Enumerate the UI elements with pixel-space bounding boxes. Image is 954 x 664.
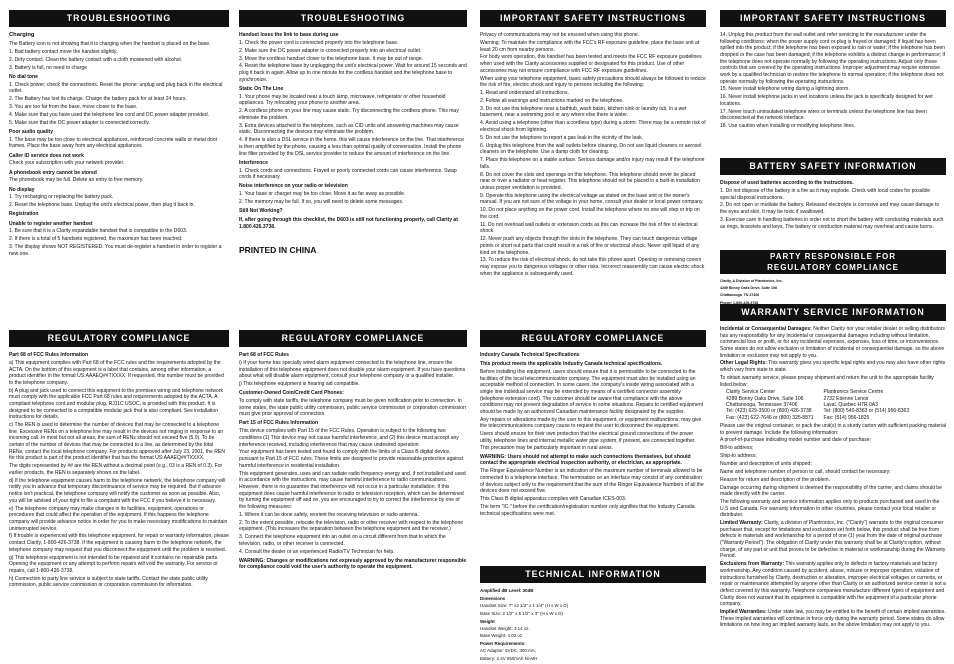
safety-instructions-column-1	[480, 10, 706, 320]
paragraph: The Ringer Equivalence Number is an indication of the maximum number of terminals allowed to be connected to a telephone interface. The termination on an interface may consist of any combination of devices subject only to the requirement that the sum of the Ringer Equivalence Numbers of all the devices does not exceed five.	[480, 468, 704, 495]
section-header: REGULATORY COMPLIANCE	[9, 330, 229, 347]
address-cell: 4289 Bonny Oaks Drive, Suite 106	[726, 395, 804, 402]
paragraph: Base Weight: 4.02 oz	[480, 633, 523, 638]
inline-text: Under state law, you may be entitled to the benefit of certain implied warranties. These implied warranties will continue in force only during the warranty period. Some states do allow limitations on how long an implied warranty lasts, so the above limitation may not apply to you.	[720, 609, 946, 629]
paragraph: 12. Never push any objects through the slots in the telephone. They can touch dangerous voltage points or short out parts that could result in a risk of fire or electrical shock. Never spill liquid of any kind on the telephone.	[480, 236, 700, 256]
paragraph: Base Size: 2 1/2" x 5 1/2" x 3" (H x W x D)	[480, 610, 563, 616]
address-cell: 2732 Etienne Lenoir	[823, 395, 869, 402]
section-body	[720, 32, 946, 130]
inline-bold-label: Incidental or Consequential Damages:	[720, 326, 812, 332]
inline-text: This warranty applies only to defects in factory materials and factory workmanship. Any condition caused by accident, abuse, misuse or improper operation, violation of instructions furnished by Clarity, destruction or alteration, improper electrical voltages or currents, or repair or maintenance attempted by anyone other than Clarity or an authorized service center is not a defect covered by this warranty. Telephone companies manufacture different types of equipment and Clarity does not warrant that its equipment is compatible with the equipment of a particular phone company.	[720, 561, 946, 608]
inline-bold-label: Implied Warranties:	[720, 609, 767, 616]
paragraph: 1. Where it can be done safely, reorient the receiving television or radio antenna.	[239, 511, 419, 518]
address-row	[726, 415, 919, 421]
section-body	[480, 352, 706, 517]
paragraph: Damage occurring during shipment is deemed the responsibility of the carrier, and claims should be made directly with the carrier.	[720, 484, 942, 498]
paragraph: 4. Make sure that you have used the telephone line cord and DC power adapter provided.	[9, 111, 210, 118]
paragraph: This Class B digital apparatus complies with Canadian ICES-003.	[480, 496, 627, 503]
paragraph: Your equipment has been tested and found to comply with the limits of a Class B digital device, pursuant to Part 15 of FCC rules. These limits are designed to provide reasonable protection against harmful interference in residential installation.	[239, 449, 464, 469]
paragraph: The term "IC:" before the certification/registration number only signifies that the Industry Canada technical specifications were met.	[480, 503, 695, 517]
paragraph: 3. You are too far from the base, move closer to the base.	[9, 104, 138, 111]
paragraph: 2. A cordless phone on your line may cause static. Try disconnecting the cordless phone. This may eliminate the problem.	[239, 108, 459, 121]
header-line-1: PARTY RESPONSIBLE FOR	[769, 252, 897, 261]
bold-heading: Amplified dB Level: 30dB	[480, 588, 534, 593]
paragraph: d) If the telephone equipment causes harm to the telephone network, the telephone company will notify you in advance that temporary discontinuance of service may be required. But if advance notice isn't practical, the telephone company will notify the customer as soon as possible. Also, you will be advised of your right to file a complaint with the FCC if you believe it is necessary.	[9, 477, 226, 504]
paragraph: 1. Bad battery contact move the handset slightly.	[9, 48, 118, 55]
paragraph: Handset Weight: 3.14 oz.	[480, 625, 530, 631]
paragraph: i) If your home has specially wired alarm equipment connected to the telephone line, ensure the installation of this telephone equipment does not disable your alarm equipment. If you have questions about what will disable alarm equipment, consult your telephone company or a qualified installer.	[239, 359, 466, 380]
paragraph: 2. The memory may be full. If so, you will need to delete some messages.	[239, 199, 404, 205]
paragraph: The digits represented by ## are the REN without a decimal point (e.g., 03 is a REN of 0.3). For earlier products, the REN is separately shown on the label.	[9, 463, 223, 476]
bold-heading: Chattanooga, TN 37406	[720, 293, 760, 298]
safety-instructions-column-2	[720, 10, 946, 155]
paragraph: To comply with state tariffs, the telephone company must be given notification prior to connection. In some states, the state public utility commission, public service commission or corporation commission must give prior approval of connection.	[239, 398, 466, 418]
paragraph: c) The REN is used to determine the number of devices that may be connected to a telephone line. Excessive RENs on a telephone line may result in the devices not ringing in response to an incoming call. In most but not all areas, the sum of RENs should not exceed five (5.0). To be certain of the number of devices that may be connected to a line, as determined by the total RENs, contact the local telephone company. For products approved after July 23, 2001, the REN for this product is part of the product identifier that has the format US:AAAEQ##TXXXX.	[9, 422, 225, 462]
paragraph: Any repairs or alterations made by the user to this equipment, or equipment malfunctions, may give the telecommunications company cause to request the user to disconnect the equipment.	[480, 416, 702, 430]
paragraph: 17. Never touch uninsulated telephone wires or terminals unless the telephone line has been disconnected at the network interface.	[720, 108, 927, 122]
paragraph: 11. Do not overload wall outlets or extension cords as this can increase the risk of fire or electrical shock.	[480, 221, 698, 235]
paragraph: 9. Operate this telephone using the electrical voltage as stated on the base unit or the owner's manual. If you are not sure of the voltage in your home, consult your dealer or local power company.	[480, 192, 704, 206]
bold-heading: Registration	[9, 211, 39, 218]
paragraph	[720, 609, 946, 629]
section-subheading: Charging	[9, 32, 35, 38]
paragraph	[720, 326, 946, 359]
paragraph: 13. To reduce the risk of electrical shock, do not take this phone apart. Opening or removing covers may expose you to dangerous voltages or other risks. Incorrect reassembly can cause electric shock when the appliance is subsequently used.	[480, 257, 705, 277]
paragraph: AC Adaptor: 6VDC, 300 mA;	[480, 648, 536, 654]
inline-text: Neither Clarity nor your retailer dealer or selling distributors has any responsibility for any incidental or consequential damages including without limitation, commercial loss or profit, or for any incidental expenses, expenses, loss of time, or inconvenience. Some states do not allow exclusion or limitation of incidental or consequential damage, so the above limitation or exclusion may not apply to you.	[720, 326, 945, 359]
section-header: REGULATORY COMPLIANCE	[480, 330, 706, 347]
paragraph: 2. To the extent possible, relocate the television, radio or other receiver with respect to the telephone equipment. (This increases the separation between the telephone equipment and the receiver.)	[239, 519, 464, 533]
paragraph	[720, 360, 946, 373]
bold-heading: Handset loses the link to base during use	[239, 32, 339, 38]
section-header: TECHNICAL INFORMATION	[480, 566, 706, 583]
paragraph: 14. Unplug this product from the wall outlet and refer servicing to the manufacturer under the following conditions: when the power supply cord or plug is frayed or damaged; if liquid has been spilled into the product; if the telephone has been exposed to rain or water; if the telephone has been dropped or the case has been damaged; if the telephone exhibits a distinct change in performance; if the telephone does not operate normally by following the operating instructions. Adjust only those controls that are covered by the operating instructions. Improper adjustment may require extensive work by a qualified technician to restore the telephone to normal operation; if the telephone does not operate normally by following the operating instructions.	[720, 32, 946, 85]
bold-heading: Still Not Working?	[239, 208, 283, 215]
paragraph: 1. The base may be too close to electrical appliances, reinforced concrete walls or metal door frames. Place the base away from any electrical appliances.	[9, 136, 218, 150]
bold-heading: Part 15 of FCC Rules Information	[239, 420, 319, 427]
paragraph: 4. Avoid using a telephone (other than a cordless type) during a storm. There may be a remote risk of electrical shock from lightning.	[480, 120, 706, 133]
header-line-2: REGULATORY COMPLIANCE	[767, 262, 899, 272]
regulatory-column-1	[9, 330, 229, 660]
paragraph: 3. Exercise care in handling batteries in order not to short the battery with conducting materials such as rings, bracelets and keys. The battery or conduction material may overheat and cause burns.	[720, 216, 944, 230]
paragraph: g) This telephone equipment is not intended to be repaired and it contains no repairable parts. Opening the equipment or any attempt to perform repairs will void the warranty. For service or repairs, call 1-800-426-3738.	[9, 554, 219, 574]
paragraph: 8. Do not cover the slots and openings on this telephone. This telephone should never be placed near or over a radiator or heat register. This telephone should not be placed in a built-in installation unless proper ventilation is provided.	[480, 171, 700, 191]
paragraph: Ship-to address;	[720, 453, 757, 460]
paragraph: For body worn operation, this handset has been tested and meets the FCC RF exposure guidelines when used with the Clarity accessories supplied or designated for this product. Use of other accessories may not ensure compliance with FCC RF exposure guidelines.	[480, 54, 702, 74]
paragraph: 2. The Battery has lost its charge. Charge the battery pack for at least 24 hours.	[9, 96, 187, 103]
paragraph: 1. Your phone may be located near a touch lamp, microwave, refrigerator or other household appliances. Try relocating your phone to another area.	[239, 93, 446, 107]
regulatory-column-3	[480, 330, 706, 566]
inline-bold-label: Limited Warranty:	[720, 520, 763, 527]
paragraph: 5. Do not use the telephone to report a gas leak in the vicinity of the leak.	[480, 134, 644, 141]
bold-heading: No dial tone	[9, 73, 38, 80]
section-header: TROUBLESHOOTING	[239, 10, 467, 27]
paragraph: The following warranty and service information applies only to products purchased and used in the U.S and Canada. For warranty information in other countries, please contact your local retailer or distributor.	[720, 499, 940, 519]
paragraph: 1. Be sure that it is a Clarity expandable handset that is compatible to the D603.	[9, 228, 188, 235]
inline-bold-label: Other Legal Rights:	[720, 360, 767, 367]
bold-heading: No display	[9, 186, 35, 193]
address-cell: Fax: (514) 956-1825	[823, 414, 870, 421]
bold-heading: Industry Canada Technical Specifications	[480, 352, 580, 358]
inline-bold-label: Exclusions from Warranty:	[720, 561, 785, 568]
paragraph: The Battery icon is not showing that it is charging when the handset is placed on the base.	[9, 41, 211, 48]
paragraph: 15. Never install telephone wiring during a lightning storm.	[720, 86, 850, 93]
paragraph: 5. Make sure that the DC power adapter is connected correctly.	[9, 119, 151, 126]
troubleshooting-column-1	[9, 10, 229, 310]
paragraph: 1. Do not dispose of the battery in a fire as it may explode. Check with local codes for possible special disposal instructions.	[720, 187, 931, 201]
paragraph: To obtain warranty service, please prepay shipment and return the unit to the appropriate facility listed below:	[720, 374, 934, 388]
bold-heading: WARNING: Changes or modifications not expressly approved by the manufacturer responsible for compliance could void the user's authority to operate the equipment.	[239, 557, 467, 571]
paragraph: The phonebook may be full. Delete an entry to free memory.	[9, 177, 144, 184]
paragraph: Battery: 2.4V 550mAh Ni-MH	[480, 655, 538, 661]
paragraph	[720, 520, 946, 560]
paragraph: 1. Read and understand all instructions.	[480, 90, 569, 96]
section-body	[480, 32, 706, 277]
address-cell: Fax: (423) 622-7646 or (800) 325-8871	[726, 414, 814, 421]
section-body	[239, 352, 467, 571]
bold-heading: A phonebook entry cannot be stored	[9, 169, 97, 176]
inline-text: Clarity, a division of Plantronics, Inc. ("Clarity") warrants to the original consumer purchaser that, except for limitations and exclusions set forth below, this product shall be free from defects in materials and workmanship for a period of one (1) year from the date of original purchase ("Warranty Period"). The obligation of Clarity under this warranty shall be at Clarity's option, without charge, of any part or unit that proves to be defective in material or workmanship during the Warranty Period.	[720, 520, 946, 560]
paragraph: 4. If there is also a DSL service in the home, this will cause interference on the line. That interference is then amplified by the phone, causing a less than optimal quality of conversation. Install the phone line filter provided by the DSL service provider to reduce the amount of interference on the line.	[239, 137, 464, 157]
paragraph: Number and description of units shipped;	[720, 460, 812, 467]
section-header: TROUBLESHOOTING	[9, 10, 229, 27]
paragraph: 7. Place this telephone on a stable surface. Serious damage and/or injury may result if the telephone falls.	[480, 157, 705, 170]
paragraph: Users should ensure for their own protection that the electrical ground connections of the power utility, telephone lines and internal metallic water pipe system, if present, are connected together. This precaution may be particularly important in rural areas.	[480, 431, 696, 451]
paragraph: e) The telephone company may make changes in its facilities, equipment, operations or procedures that could affect the operation of the equipment. If this happens the telephone company will provide advance notice in order for you to make necessary modifications to maintain uninterrupted service.	[9, 505, 228, 532]
address-cell: Clarity Service Center	[726, 389, 776, 396]
section-header: REGULATORY COMPLIANCE	[239, 330, 467, 347]
paragraph: Warning: To maintain the compliance with the FCC's RF exposure guideline, place the base unit at least 20 cm from nearby persons.	[480, 39, 700, 53]
regulatory-column-2	[239, 330, 467, 660]
paragraph: 4. Consult the dealer or an experienced Radio/TV Technician for help.	[239, 548, 395, 555]
paragraph: 6. Unplug this telephone from the wall outlets before cleaning. Do not use liquid cleaners or aerosol cleaners on the telephone. Use a damp cloth for cleaning.	[480, 142, 702, 156]
paragraph: j) This telephone equipment is hearing aid compatible.	[239, 381, 360, 387]
section-body	[720, 326, 946, 388]
bold-heading: Poor audio quality	[9, 128, 54, 135]
bold-heading: Dispose of used batteries according to the instructions.	[720, 180, 854, 186]
section-body	[9, 352, 229, 589]
troubleshooting-column-2	[239, 10, 467, 320]
section-body	[480, 588, 706, 661]
bold-heading: Phone: 1-800-426-3738	[720, 300, 759, 304]
paragraph: Reason for return and description of the problem.	[720, 476, 830, 483]
paragraph: 2. If there is a total of 5 handsets registered, the maximum has been reached.	[9, 236, 183, 243]
paragraph: a) This equipment complies with Part 68 of the FCC rules and the requirements adopted by the ACTA. On the bottom of this equipment is a label that contains, among other information, a product identifier in the format US:AAAEQ##TXXXX. If requested, this number must be provided to the telephone company.	[9, 359, 224, 386]
paragraph: When using your telephone equipment, basic safety precautions should always be followed to reduce the risk of fire, electric shock and injury to persons including the following:	[480, 75, 706, 89]
section-body	[9, 32, 229, 257]
bold-heading: Unable to register another handset	[9, 220, 93, 227]
paragraph: 1. Your base or charger may be too close. Move it as far away as possible.	[239, 191, 406, 198]
address-cell: Tel: (800) 540-8363 or (514) 956-8363	[823, 408, 910, 415]
paragraph	[720, 561, 946, 608]
section-body	[239, 32, 467, 231]
paragraph: 3. Connect the telephone equipment into an outlet on a circuit different from that to which the television, radio, or other receiver is connected.	[239, 534, 446, 547]
paragraph: Bill-to address;	[720, 445, 754, 452]
paragraph: 2. Reset the telephone base. Unplug the unit's electrical power, then plug it back in.	[9, 202, 195, 209]
paragraph: This device complies with Part 15 of the FCC Rules. Operation is subject to the following two conditions (1) This device may not cause harmful interference, and (2) this device must accept any interference received, including interference that may cause undesired operation.	[239, 428, 459, 448]
paragraph: A proof-of-purchase indicating model number and date of purchase;	[720, 437, 871, 444]
paragraph: Privacy of communications may not be ensured when using this phone.	[480, 32, 640, 38]
paragraph: 2. Follow all warnings and instructions marked on the telephone.	[480, 97, 624, 104]
paragraph: This equipment generates, uses and can radiate radio frequency energy and, if not installed and used in accordance with the instructions, may cause harmful interference to radio communications. However, there is no guarantee that interference will not occur in a particular installation. If this equipment does cause harmful interference to radio or television reception, which can be determined by turning the equipment off and on, you are encouraged to try to correct the interference by one of the following measures:	[239, 470, 466, 510]
section-body	[720, 180, 946, 230]
paragraph: 2. Do not open or mutilate the battery. Released electrolyte is corrosive and may cause damage to the eyes and skin. It may be toxic if swallowed.	[720, 202, 940, 215]
paragraph: Please use the original container, or pack the unit(s) in a sturdy carton with sufficient packing material to prevent damage. Include the following information:	[720, 422, 946, 436]
section-header: IMPORTANT SAFETY INSTRUCTIONS	[720, 10, 946, 27]
bold-heading: Customer-Owned Coin/Credit Card Phones:	[239, 390, 344, 397]
section-header: WARRANTY SERVICE INFORMATION	[720, 304, 946, 321]
paragraph: h) Connection to party line service is subject to state tariffs. Contact the state public utility commission, public service commission or corporation commission for information.	[9, 575, 208, 589]
bold-heading: Caller ID service does not work	[9, 152, 84, 159]
paragraph: 16. Never install telephone jacks in wet locations unless the jack is specifically designed for wet locations.	[720, 94, 933, 107]
paragraph: 3. Extra devices attached to the telephone, such as CID units and answering machines may cause static. Disconnecting the devices may eliminate the problem.	[239, 122, 459, 136]
section-header: BATTERY SAFETY INFORMATION	[720, 158, 946, 175]
paragraph: 3. Move the cordless handset closer to the telephone base. It may be out of range.	[239, 55, 424, 62]
bold-heading: Power Requirements:	[480, 641, 526, 647]
paragraph: Name and telephone number of person to call, should contact be necessary;	[720, 468, 891, 475]
printed-in-china: PRINTED IN CHINA	[239, 244, 317, 255]
paragraph: 1. Check the power cord is connected properly into the telephone base.	[239, 39, 399, 46]
bold-heading: If, after going through this checklist, the D603 is still not functioning properly, call Clarity at 1.800.426.3738.	[239, 217, 458, 230]
paragraph: Before installing this equipment, users should ensure that it is permissible to be connected to the facilities of the local telecommunication company. The equipment must also be installed using an acceptable method of connection. In some cases, the company's inside wiring associated with a single line individual service may be extended by means of a certified connector assembly (telephone extension cord). The customer should be aware that compliance with the above conditions may not prevent degradation of service in some situations. Repairs to certified equipment should be made by an authorized Canadian maintenance facility designated by the supplier.	[480, 369, 704, 415]
section-header	[720, 250, 946, 274]
paragraph: 2. Dirty contact. Clean the battery contact with a cloth moistened with alcohol.	[9, 56, 183, 63]
warranty-section	[720, 304, 946, 662]
paragraph: 1. Try recharging or replacing the battery pack.	[9, 194, 114, 201]
section-header: IMPORTANT SAFETY INSTRUCTIONS	[480, 10, 706, 27]
paragraph: Handset Size: 7" x2 1/2" x 1 1/4" (H x W x D)	[480, 603, 569, 609]
bold-heading: Dimensions	[480, 596, 506, 602]
address-cell: Chattanooga, Tennessee 37406	[726, 402, 798, 409]
address-cell: Tel: (423) 629-3500 or (800) 426-3738	[726, 408, 812, 415]
paragraph: 2. Make sure the DC power adapter is connected properly into an electrical outlet.	[239, 47, 422, 54]
battery-safety-section	[720, 158, 946, 248]
inline-text: This warranty gives you specific legal rights and you may also have other rights which vary from state to state.	[720, 360, 946, 374]
paragraph: b) A plug and jack used to connect this equipment to the premises wiring and telephone network must comply with the applicable FCC Part 68 rules and requirements adopted by the ACTA. A compliant telephone cord and modular plug, RJ11C USOC, is provided with this product. It is designed to be connected to a compatible modular jack that is also compliant. See installation instructions for details.	[9, 387, 224, 421]
paragraph: 3. Do not use this telephone near a bathtub, wash basin, kitchen sink or laundry tub, in a wet basement, near a swimming pool or any where else there is water.	[480, 105, 687, 119]
bold-heading: WARNING: Users should not attempt to make such connections themselves, but should contact the appropriate electrical inspection authority, or electrician, as appropriate.	[480, 453, 691, 467]
paragraph: 1. Check power; check the connections. Reset the phone: unplug and plug back in the electrical outlet.	[9, 81, 223, 95]
bold-heading: 4289 Bonny Oaks Drive, Suite 106	[720, 286, 777, 291]
bold-heading: Noise interference on your radio or television	[239, 183, 348, 190]
service-center-addresses	[726, 389, 919, 420]
bold-heading: Interference	[239, 159, 268, 166]
paragraph: Check your subscription with your network provider.	[9, 160, 125, 167]
bold-heading: Part 68 of FCC Rules	[239, 352, 289, 358]
paragraph: 1. Check cords and connections. Frayed or poorly connected cords can cause interference. Swap cords if necessary.	[239, 167, 457, 181]
technical-information-section	[480, 566, 706, 662]
section-body	[720, 279, 946, 304]
paragraph: 4. Reset the telephone base by unplugging the unit's electrical power. Wait for around 15 seconds and plug it back in again. Allow up to one minute for the cordless handset and the telephone base to synchronize.	[239, 63, 467, 83]
bold-heading: This product meets the applicable Industry Canada technical specifications.	[480, 361, 663, 368]
bold-heading: Clarity, A Division of Plantronics, Inc.	[720, 279, 783, 283]
bold-heading: Static On The Line	[239, 85, 284, 92]
section-body	[720, 423, 946, 629]
address-cell: Laval, Quebec H7R 0A3	[823, 402, 878, 409]
paragraph: 3. Battery is full, no need to charge	[9, 64, 87, 71]
paragraph: 18. Use caution when installing or modifying telephone lines.	[720, 123, 856, 130]
paragraph: 3. The display shows NOT REGISTERED. You must de-register a handset in order to register a new one.	[9, 244, 222, 257]
address-cell: Plantronics Service Centre	[823, 389, 884, 396]
paragraph: 10. Do not place anything on the power cord. Install the telephone where no one will step or trip on the cord.	[480, 207, 700, 220]
party-responsible-section	[720, 250, 946, 304]
bold-heading: Weight	[480, 618, 495, 624]
bold-heading: Part 68 of FCC Rules Information	[9, 352, 89, 358]
paragraph: f) If trouble is experienced with this telephone equipment, for repair or warranty information, please contact Clarity, 1-800-426-3738. If the equipment is causing harm to the telephone network, the telephone company may request that you disconnect the equipment until the problem is resolved.	[9, 533, 229, 553]
